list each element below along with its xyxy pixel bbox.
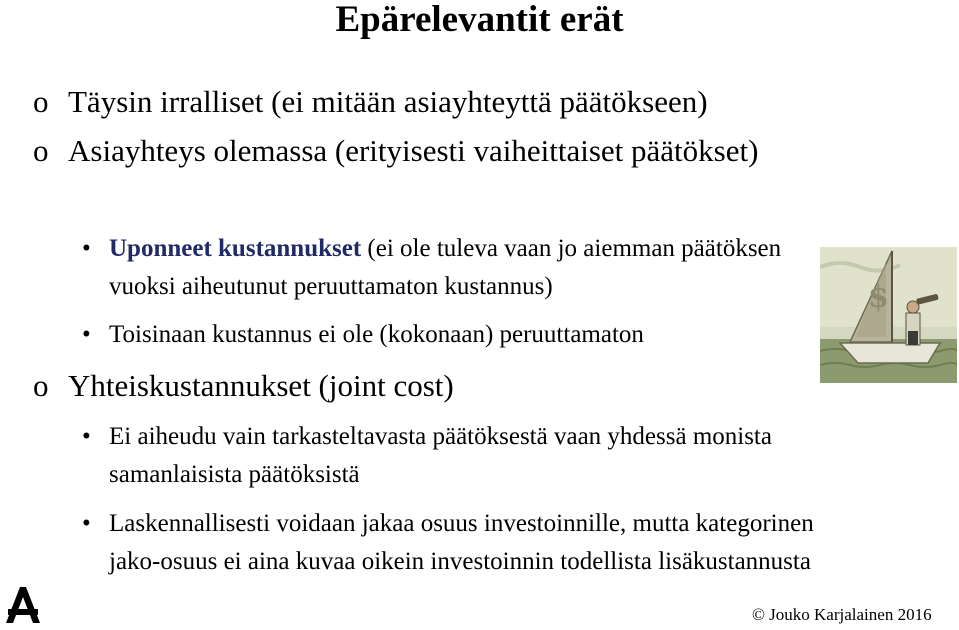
bullet-marker: o xyxy=(33,368,49,403)
sub-bullet-text: Ei aiheudu vain tarkasteltavasta päätöksestä vaan yhdessä monista samanlaisista päätöksistä xyxy=(109,423,772,488)
sub-bullet-item xyxy=(82,316,822,354)
sub-bullet-text xyxy=(109,230,824,306)
svg-text:$: $ xyxy=(868,280,889,315)
bullet-marker: o xyxy=(33,84,49,119)
sub-bullet-text: Toisinaan kustannus ei ole (kokonaan) peruuttamaton xyxy=(109,321,644,348)
sub-bullet-item xyxy=(82,505,822,581)
copyright-text: © Jouko Karjalainen 2016 xyxy=(752,605,932,624)
bullet-marker: • xyxy=(82,510,91,537)
sub-bullet-item xyxy=(82,418,822,494)
bullet-item xyxy=(33,129,793,173)
sailboat-with-lookout-illustration xyxy=(820,247,957,383)
sub-bullet-text: Laskennallisesti voidaan jakaa osuus investoinnille, mutta kategorinen jako-osuus ei aina kuvaa oikein investoinnin todellista lisäkustannusta xyxy=(109,510,814,575)
bullet-marker: o xyxy=(33,133,49,168)
bullet-text: Täysin irralliset (ei mitään asiayhteyttä päätökseen) xyxy=(68,84,708,119)
bullet-marker: • xyxy=(82,423,91,450)
bullet-text: Yhteiskustannukset (joint cost) xyxy=(68,368,454,403)
bullet-marker: • xyxy=(82,321,91,348)
bullet-item xyxy=(33,75,823,129)
slide-title: Epärelevantit erät xyxy=(335,0,624,40)
aalto-a-logo xyxy=(2,583,42,625)
bullet-item xyxy=(33,359,823,413)
bullet-marker: • xyxy=(82,235,91,262)
sub-bullet-item xyxy=(82,230,822,306)
bullet-text: Asiayhteys olemassa (erityisesti vaiheittaiset päätökset) xyxy=(68,133,759,168)
highlight-term: Uponneet kustannukset xyxy=(109,235,362,262)
sub-bullet-text-rest: (ei ole tuleva vaan jo aiemman päätöksen vuoksi aiheutunut peruuttamaton kustannus) xyxy=(109,235,782,300)
